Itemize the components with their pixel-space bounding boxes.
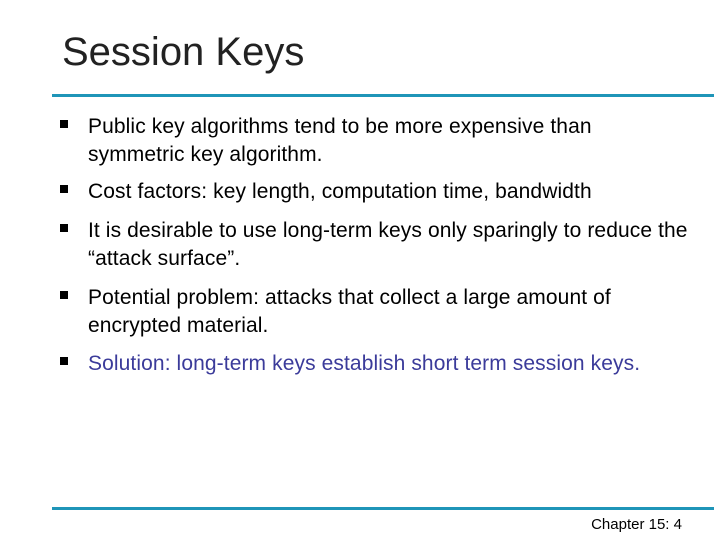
bullet-text-highlight: Solution: long-term keys establish short term session keys.	[88, 352, 641, 375]
square-bullet-icon	[60, 357, 68, 365]
square-bullet-icon	[60, 291, 68, 299]
bullet-text: Potential problem: attacks that collect a large amount of encrypted material.	[88, 286, 611, 337]
square-bullet-icon	[60, 224, 68, 232]
bullet-text: Cost factors: key length, computation time, bandwidth	[88, 180, 592, 203]
square-bullet-icon	[60, 185, 68, 193]
bullet-text: It is desirable to use long-term keys only sparingly to reduce the “attack surface”.	[88, 219, 688, 270]
slide-title: Session Keys	[62, 30, 305, 74]
bottom-divider	[52, 507, 714, 510]
bullet-text: Public key algorithms tend to be more expensive than symmetric key algorithm.	[88, 115, 592, 166]
square-bullet-icon	[60, 120, 68, 128]
top-divider	[52, 94, 714, 97]
slide-footer: Chapter 15: 4	[591, 516, 682, 533]
